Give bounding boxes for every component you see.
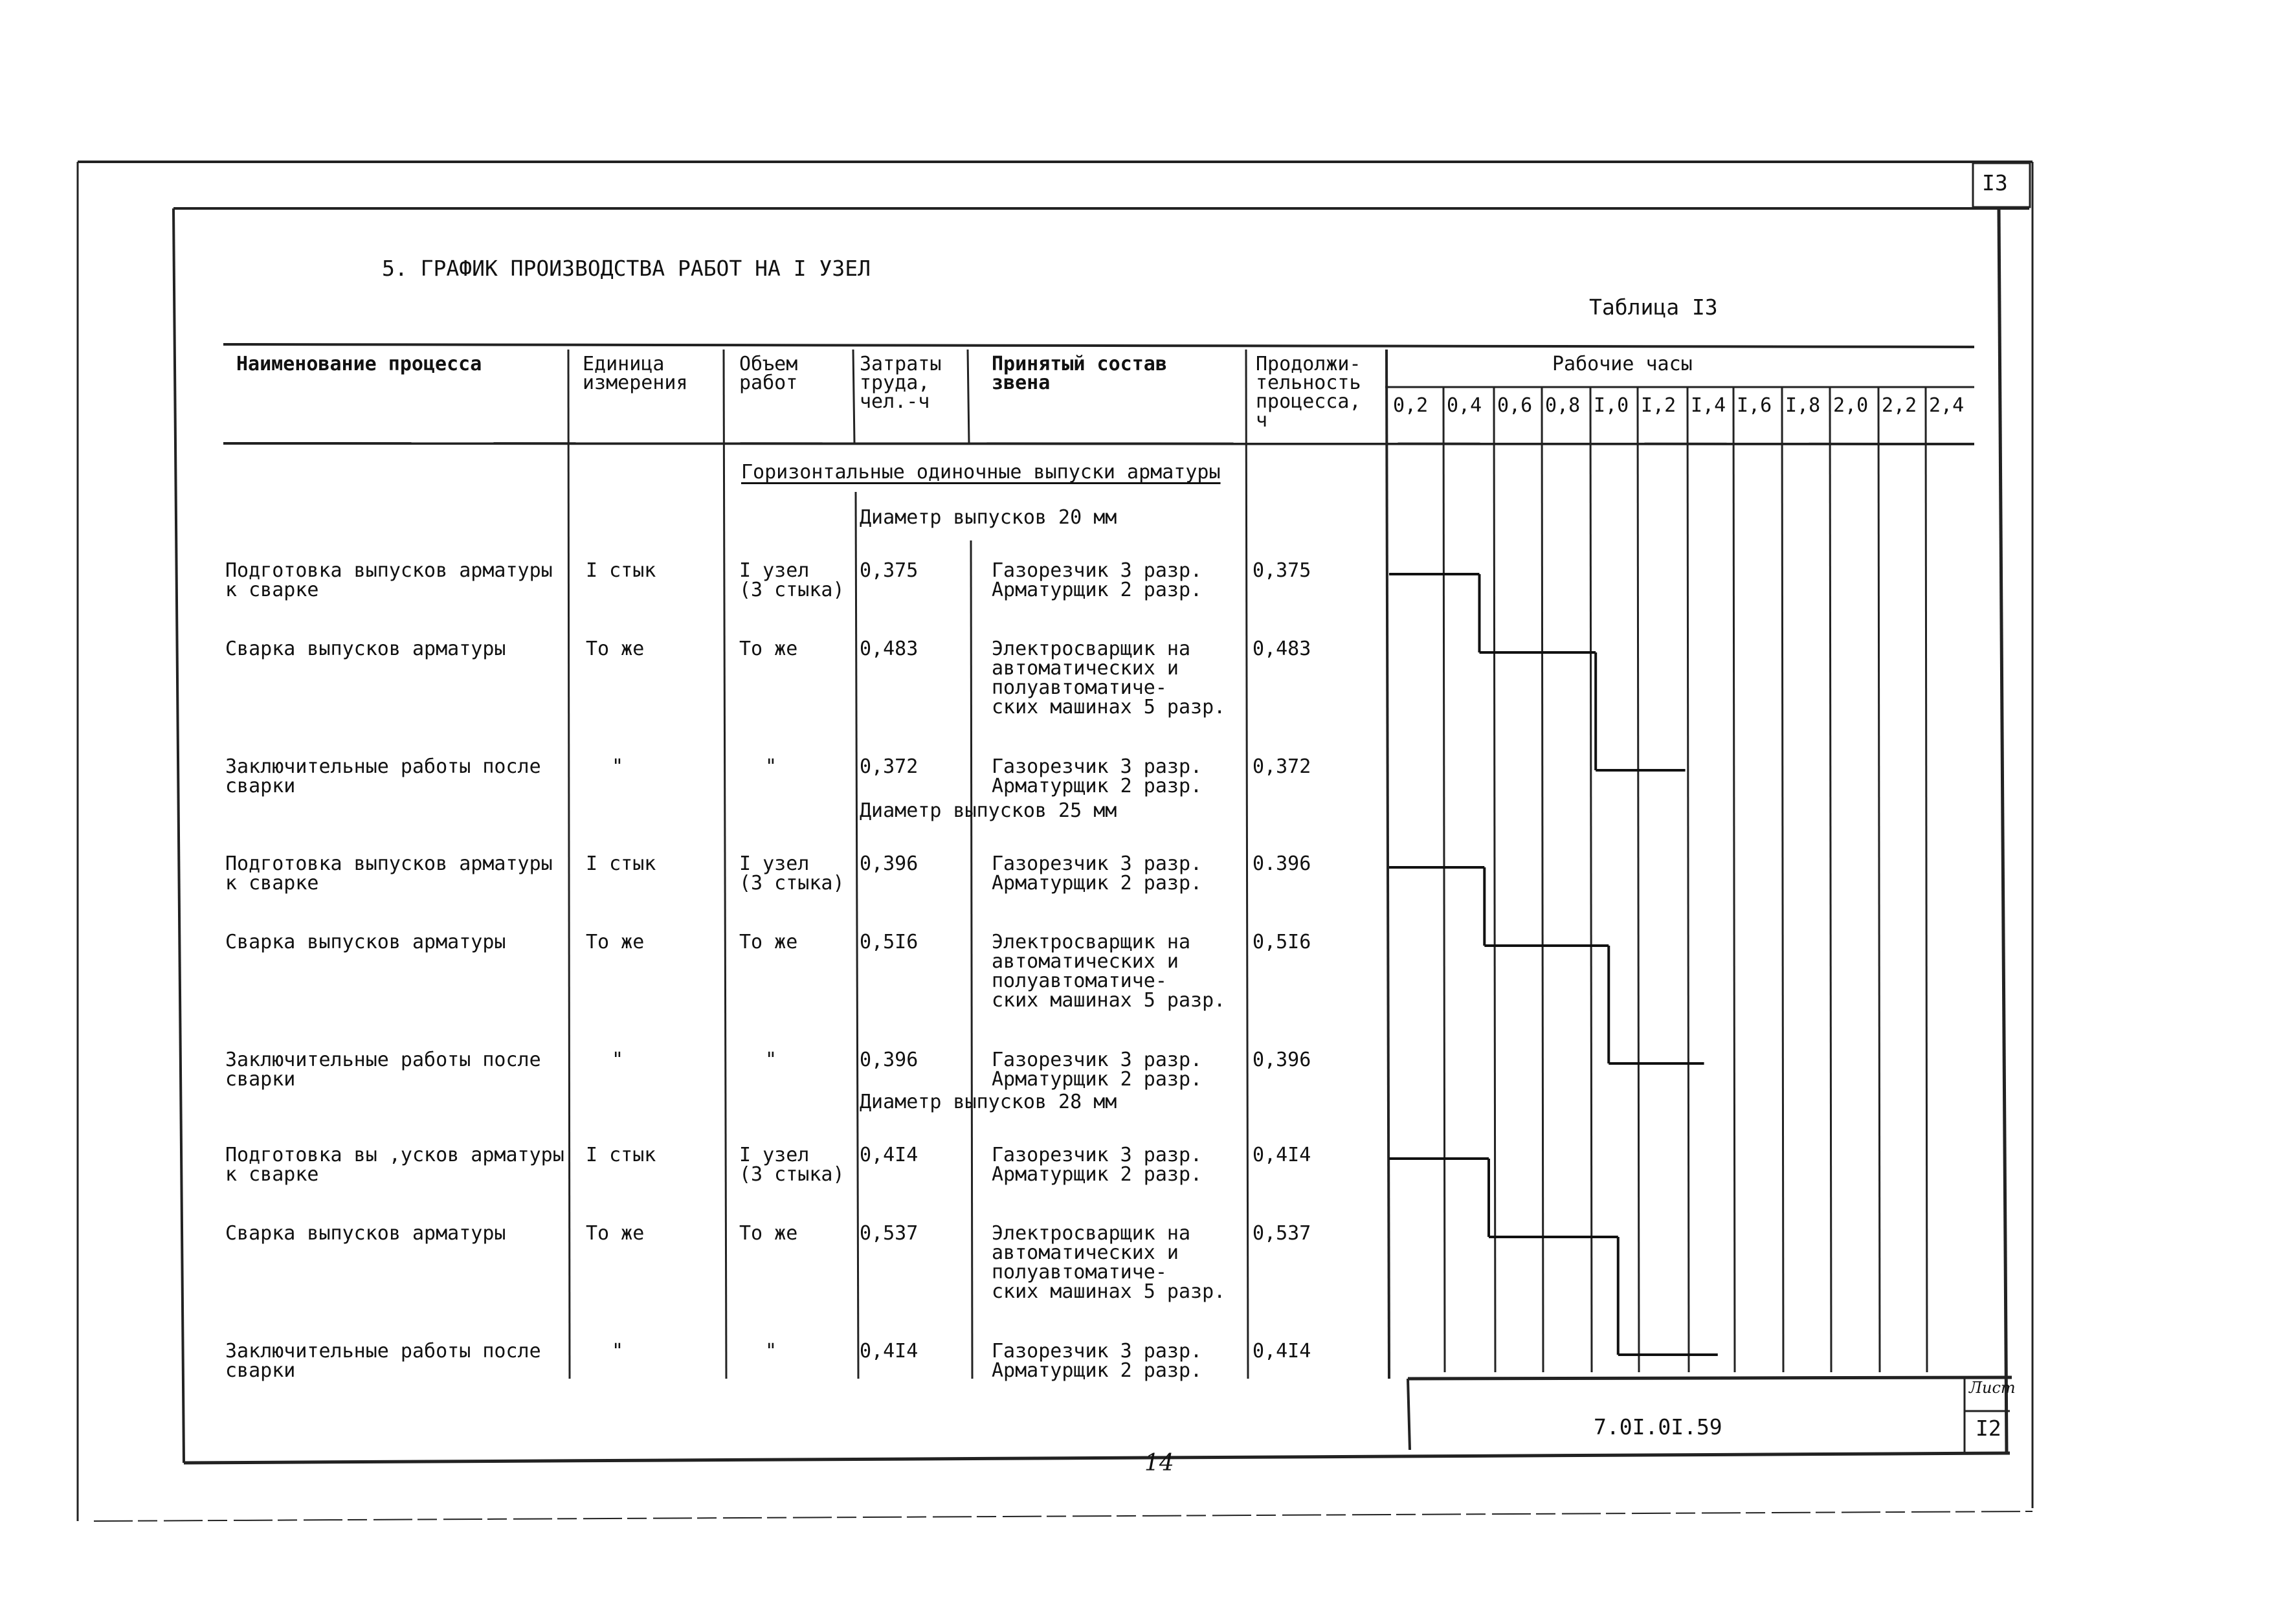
page-title: 5. ГРАФИК ПРОИЗВОДСТВА РАБОТ НА I УЗЕЛ — [382, 256, 871, 281]
duration-cell: 0,4I4 — [1253, 1144, 1311, 1166]
duration-cell: 0,396 — [1253, 1049, 1311, 1071]
labor-cell: 0,375 — [860, 559, 919, 582]
labor-cell: 0,5I6 — [860, 931, 919, 953]
gantt-chart — [1389, 574, 1718, 1355]
page-number: 14 — [1144, 1450, 1174, 1476]
unit-cell: То же — [586, 931, 645, 953]
volume-cell: " — [765, 755, 777, 778]
volume-cell: То же — [739, 931, 798, 953]
hour-label: I,6 — [1737, 394, 1772, 417]
labor-cell: 0,483 — [860, 638, 919, 660]
process-cell: Сварка выпусков арматуры — [225, 1222, 506, 1245]
section-title: Горизонтальные одиночные выпуски арматуры — [741, 461, 1221, 484]
process-cell: Подготовка выпусков арматуры к сварке — [225, 559, 553, 601]
duration-cell: 0,537 — [1253, 1222, 1311, 1245]
crew-cell: Газорезчик 3 разр. Арматурщик 2 разр. — [992, 755, 1203, 797]
col-header-working-hours: Рабочие часы — [1552, 353, 1693, 375]
volume-cell: То же — [739, 1222, 798, 1245]
col-header-process: Наименование процесса — [236, 353, 482, 375]
process-cell: Подготовка выпусков арматуры к сварке — [225, 852, 553, 895]
stamp-document-code: 7.0I.0I.59 — [1594, 1414, 1722, 1440]
duration-cell: 0,5I6 — [1253, 931, 1311, 953]
process-cell: Заключительные работы после сварки — [225, 1049, 541, 1091]
stamp-sheet-number: I2 — [1976, 1416, 2001, 1441]
unit-cell: I стык — [586, 559, 656, 582]
hour-label: I,0 — [1594, 394, 1629, 417]
unit-cell: " — [612, 1340, 624, 1363]
unit-cell: " — [612, 1049, 624, 1071]
crew-cell: Газорезчик 3 разр. Арматурщик 2 разр. — [992, 1340, 1203, 1382]
labor-cell: 0,537 — [860, 1222, 919, 1245]
duration-cell: 0,375 — [1253, 559, 1311, 582]
hour-label: 2,4 — [1929, 394, 1965, 417]
volume-cell: " — [765, 1340, 777, 1363]
process-cell: Заключительные работы после сварки — [225, 1340, 541, 1382]
table-label: Таблица I3 — [1589, 295, 1718, 320]
process-cell: Сварка выпусков арматуры — [225, 931, 506, 953]
group-subtitle: Диаметр выпусков 25 мм — [860, 799, 1117, 822]
unit-cell: То же — [586, 1222, 645, 1245]
group-subtitle: Диаметр выпусков 20 мм — [860, 506, 1117, 529]
volume-cell: " — [765, 1049, 777, 1071]
crew-cell: Газорезчик 3 разр. Арматурщик 2 разр. — [992, 1144, 1203, 1186]
unit-cell: I стык — [586, 1144, 656, 1166]
col-header-duration: Продолжи- тельность процесса, ч — [1256, 353, 1361, 432]
unit-cell: I стык — [586, 852, 656, 875]
hour-label: I,2 — [1641, 394, 1676, 417]
labor-cell: 0,372 — [860, 755, 919, 778]
duration-cell: 0,483 — [1253, 638, 1311, 660]
labor-cell: 0,4I4 — [860, 1340, 919, 1363]
crew-cell: Электросварщик на автоматических и полуавтоматиче- ских машинах 5 разр. — [992, 1222, 1226, 1303]
corner-sheet-number: I3 — [1982, 170, 2008, 195]
process-cell: Заключительные работы после сварки — [225, 755, 541, 797]
hour-label: I,4 — [1691, 394, 1726, 417]
hour-label: 2,0 — [1833, 394, 1869, 417]
unit-cell: " — [612, 755, 624, 778]
hour-label: 0,4 — [1447, 394, 1482, 417]
col-header-volume: Объем работ — [739, 353, 798, 394]
crew-cell: Электросварщик на автоматических и полуавтоматиче- ских машинах 5 разр. — [992, 638, 1226, 718]
duration-cell: 0,372 — [1253, 755, 1311, 778]
labor-cell: 0,396 — [860, 852, 919, 875]
crew-cell: Газорезчик 3 разр. Арматурщик 2 разр. — [992, 852, 1203, 895]
hour-label: 0,6 — [1497, 394, 1533, 417]
process-cell: Сварка выпусков арматуры — [225, 638, 506, 660]
hour-label: 0,8 — [1545, 394, 1581, 417]
col-header-crew: Принятый состав звена — [992, 353, 1167, 394]
crew-cell: Газорезчик 3 разр. Арматурщик 2 разр. — [992, 1049, 1203, 1091]
duration-cell: 0,4I4 — [1253, 1340, 1311, 1363]
col-header-labor: Затраты труда, чел.-ч — [860, 353, 942, 413]
volume-cell: То же — [739, 638, 798, 660]
stamp-sheet-label: Лист — [1969, 1379, 2016, 1397]
process-cell: Подготовка вы ,усков арматуры к сварке — [225, 1144, 564, 1186]
labor-cell: 0,4I4 — [860, 1144, 919, 1166]
hour-label: 2,2 — [1882, 394, 1917, 417]
hour-label: I,8 — [1785, 394, 1821, 417]
volume-cell: I узел (3 стыка) — [739, 852, 845, 895]
unit-cell: То же — [586, 638, 645, 660]
duration-cell: 0.396 — [1253, 852, 1311, 875]
labor-cell: 0,396 — [860, 1049, 919, 1071]
volume-cell: I узел (3 стыка) — [739, 559, 845, 601]
crew-cell: Газорезчик 3 разр. Арматурщик 2 разр. — [992, 559, 1203, 601]
volume-cell: I узел (3 стыка) — [739, 1144, 845, 1186]
group-subtitle: Диаметр выпусков 28 мм — [860, 1091, 1117, 1113]
crew-cell: Электросварщик на автоматических и полуавтоматиче- ских машинах 5 разр. — [992, 931, 1226, 1012]
col-header-unit: Единица измерения — [583, 353, 688, 394]
hour-label: 0,2 — [1393, 394, 1429, 417]
